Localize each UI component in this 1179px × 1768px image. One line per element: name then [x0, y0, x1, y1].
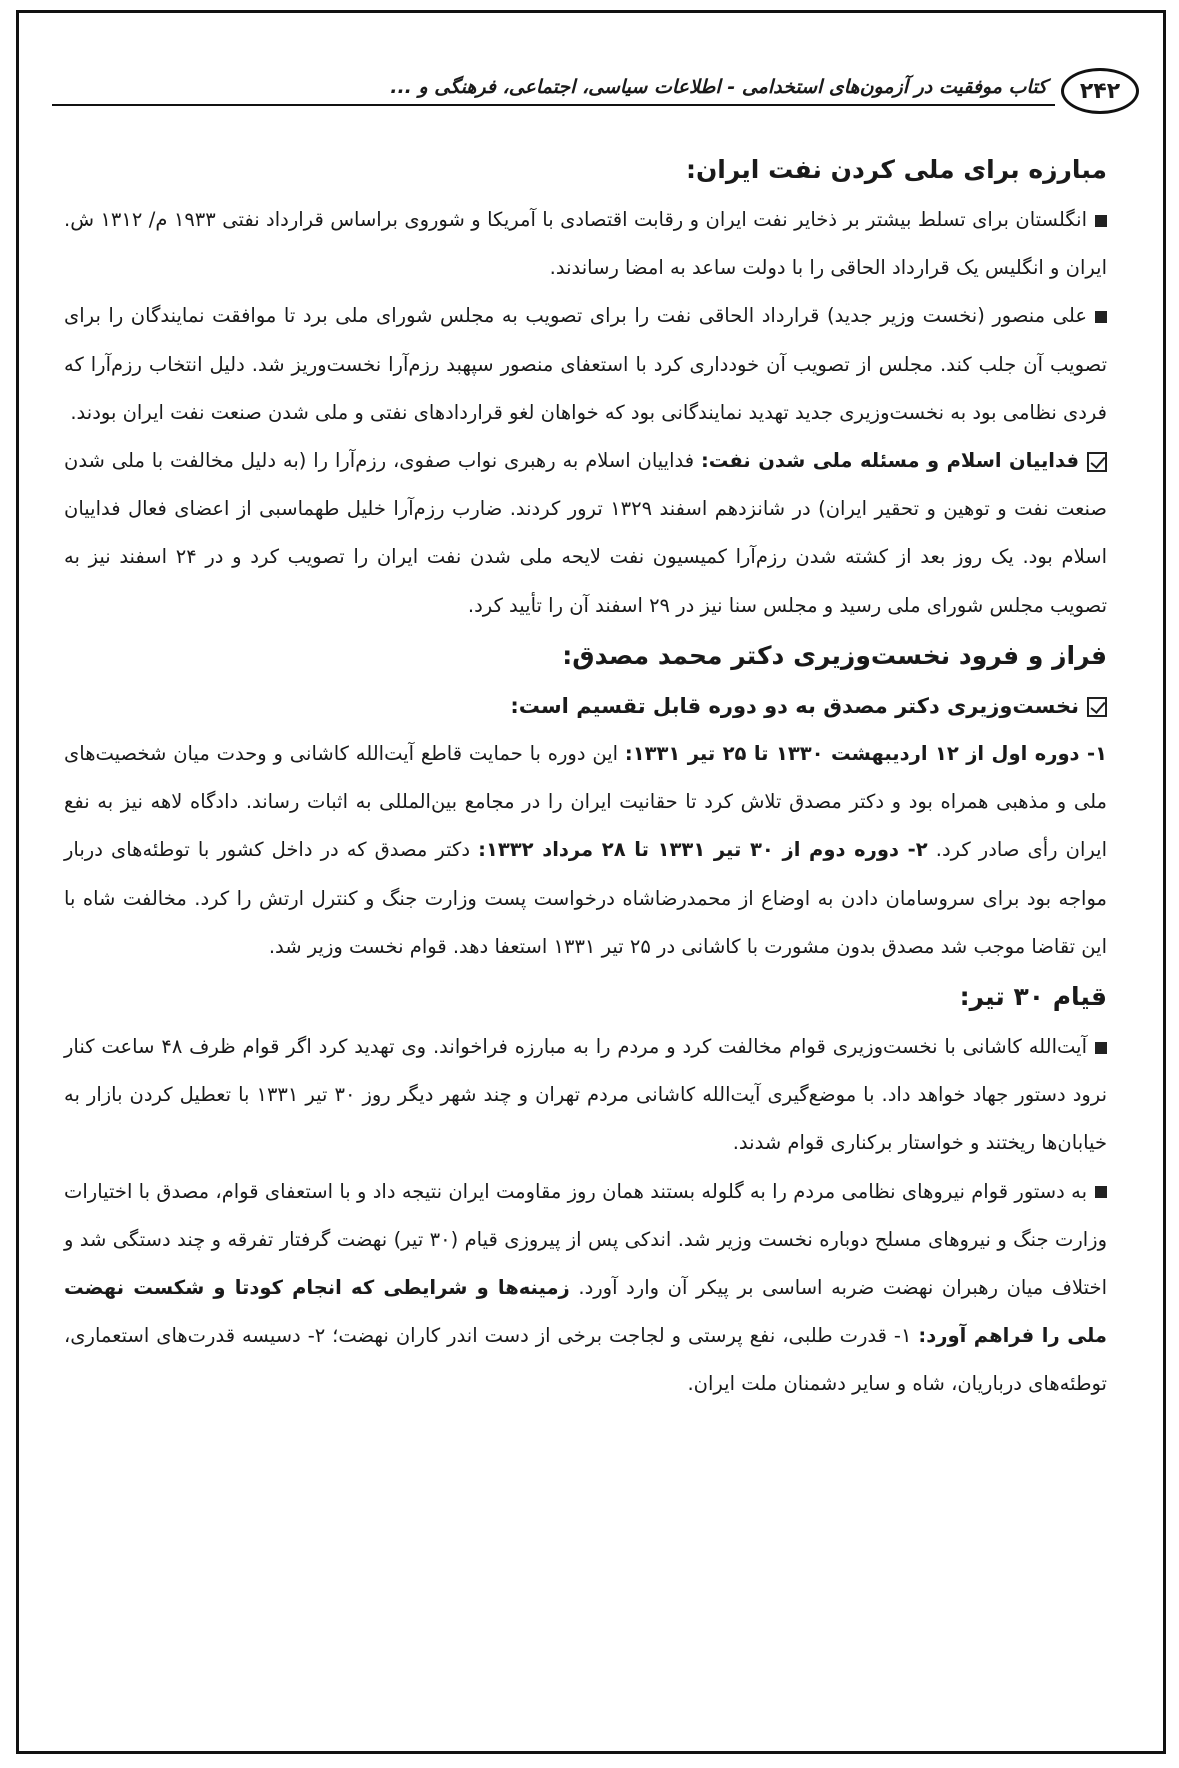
period-one-label: ۱- دوره اول از ۱۲ اردیبهشت ۱۳۳۰ تا ۲۵ تیر ۱۳۳۱:	[624, 742, 1107, 766]
paragraph-text: به دستور قوام نیروهای نظامی مردم را به گلوله بستند همان روز مقاومت ایران نتیجه داد و با استعفای قوام، مصدق با اختیارات وزارت جنگ و نیروهای مسلح دوباره نخست وزیر شد. اندکی پس از پیروزی قیام (۳۰ تیر) نهضت گرفتار تفرقه و چند دستگی شد و اختلاف میان رهبران نهضت ضربه اساسی بر پیکر آن وارد آورد.	[64, 1179, 1107, 1300]
checkbox-icon	[1087, 697, 1107, 717]
bold-lead: زمینه‌ها و شرایطی که انجام کودتا و شکست نهضت ملی را فراهم آورد:	[64, 1276, 1107, 1348]
page-content	[64, 144, 1107, 1409]
paragraph	[64, 730, 1107, 971]
page-header	[52, 60, 1139, 116]
paragraph-text: انگلستان برای تسلط بیشتر بر ذخایر نفت ایران و رقابت اقتصادی با آمریکا و شوروی براساس قرارداد نفتی ۱۹۳۳ م/ ۱۳۱۲ ش. ایران و انگلیس یک قرارداد الحاقی را با دولت ساعد به امضا رساندند.	[64, 208, 1107, 280]
paragraph-text: این دوره با حمایت قاطع آیت‌الله کاشانی و وحدت میان شخصیت‌های ملی و مذهبی همراه بود و دکتر مصدق تلاش کرد تا حقانیت ایران را در مجامع بین‌المللی به اثبات رساند. دادگاه لاهه نیز به نفع ایران رأی صادر کرد.	[64, 742, 1107, 862]
square-bullet-icon	[1095, 1042, 1107, 1054]
header-rule	[52, 104, 1055, 106]
paragraph	[64, 1023, 1107, 1168]
paragraph	[64, 437, 1107, 630]
section-heading-30-tir: قیام ۳۰ تیر:	[959, 982, 1107, 1012]
section-heading-mosaddegh: فراز و فرود نخست‌وزیری دکتر محمد مصدق:	[562, 640, 1107, 670]
square-bullet-icon	[1095, 311, 1107, 323]
square-bullet-icon	[1095, 215, 1107, 227]
subheading	[64, 682, 1107, 730]
paragraph-text: ۱- قدرت طلبی، نفع پرستی و لجاجت برخی از دست اندر کاران نهضت؛ ۲- دسیسه قدرت‌های استعماری، توطئه‌های درباریان، شاه و سایر دشمنان ملت ایران.	[64, 1324, 1107, 1396]
running-title: کتاب موفقیت در آزمون‌های استخدامی - اطلاعات سیاسی، اجتماعی، فرهنگی و ...	[390, 76, 1047, 98]
checkbox-icon	[1087, 452, 1107, 472]
paragraph-text: آیت‌الله کاشانی با نخست‌وزیری قوام مخالفت کرد و مردم را به مبارزه فراخواند. وی تهدید کرد اگر قوام ظرف ۴۸ ساعت کنار نرود دستور جهاد خواهد داد. با موضع‌گیری آیت‌الله کاشانی مردم تهران و چند شهر دیگر روز ۳۰ تیر ۱۳۳۱ با تعطیل کردن بازار به خیابان‌ها ریختند و خواستار برکناری قوام شدند.	[64, 1035, 1107, 1155]
square-bullet-icon	[1095, 1186, 1107, 1198]
bold-lead: فداییان اسلام و مسئله ملی شدن نفت:	[700, 449, 1079, 473]
paragraph-text: علی منصور (نخست وزیر جدید) قرارداد الحاقی نفت را برای تصویب به مجلس شورای ملی برد تا موافقت نمایندگان را برای تصویب آن جلب کند. مجلس از تصویب آن خودداری کرد با استعفای منصور سپهبد رزم‌آرا نخست‌وریز شد. دلیل انتخاب رزم‌آرا که فردی نظامی بود به نخست‌وزیری جدید تهدید نمایندگانی بود که خواهان لغو قراردادهای نفتی و ملی شدن صنعت نفت ایران بودند.	[64, 304, 1107, 424]
paragraph	[64, 292, 1107, 437]
paragraph	[64, 196, 1107, 292]
subheading-text: نخست‌وزیری دکتر مصدق به دو دوره قابل تقسیم است:	[510, 693, 1079, 718]
section-heading-oil-nationalization: مبارزه برای ملی کردن نفت ایران:	[685, 155, 1107, 184]
page-number: ۲۴۲	[1061, 68, 1139, 114]
paragraph-text: دکتر مصدق که در داخل کشور با توطئه‌های دربار مواجه بود برای سروسامان دادن به اوضاع از محمدرضاشاه درخواست پست وزارت جنگ و کنترل ارتش را کرد. مخالفت شاه با این تقاضا موجب شد مصدق بدون مشورت با کاشانی در ۲۵ تیر ۱۳۳۱ استعفا دهد. قوام نخست وزیر شد.	[64, 838, 1107, 958]
paragraph-text: فداییان اسلام به رهبری نواب صفوی، رزم‌آرا را (به دلیل مخالفت با ملی شدن صنعت نفت و توهین و تحقیر ایران) در شانزدهم اسفند ۱۳۲۹ ترور کردند. ضارب رزم‌آرا خلیل طهماسبی از اعضای فعال فداییان اسلام بود. یک روز بعد از کشته شدن رزم‌آرا کمیسیون نفت لایحه ملی شدن نفت ایران را تصویب کرد و در ۲۴ اسفند نیز به تصویب مجلس شورای ملی رسید و مجلس سنا نیز در ۲۹ اسفند آن را تأیید کرد.	[64, 449, 1107, 617]
paragraph	[64, 1168, 1107, 1409]
period-two-label: ۲- دوره دوم از ۳۰ تیر ۱۳۳۱ تا ۲۸ مرداد ۱۳۳۲:	[478, 838, 928, 862]
